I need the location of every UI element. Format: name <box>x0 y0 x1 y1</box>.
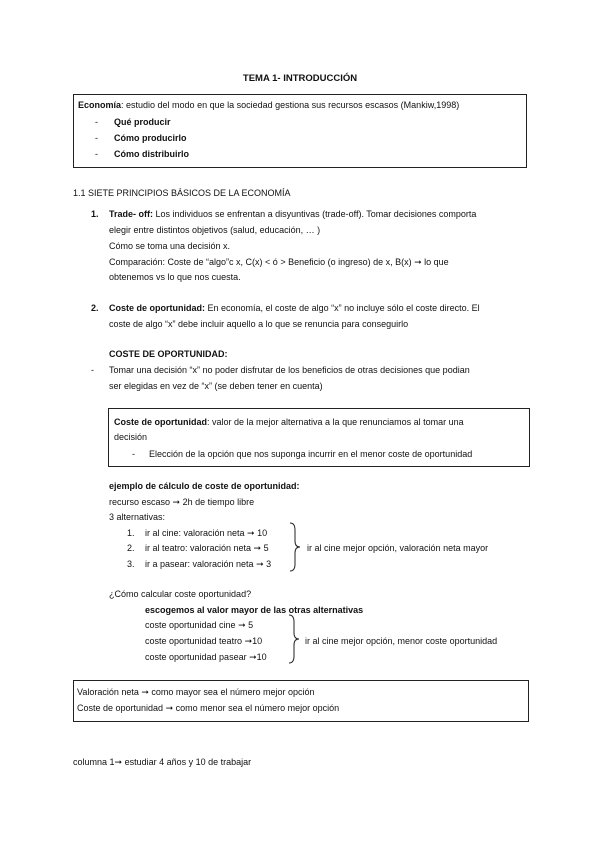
alternative-number: 3. <box>127 559 135 569</box>
cost-item: coste oportunidad pasear ➞10 <box>145 652 267 662</box>
alternative-item: ir al teatro: valoración neta ➞ 5 <box>145 543 269 553</box>
list-bullet: - <box>95 117 98 127</box>
coste-line2: coste de algo “x” debe incluir aquello a lo que se renuncia para conseguirlo <box>109 319 409 329</box>
cost-item: coste oportunidad cine ➞ 5 <box>145 620 254 630</box>
footer-note: columna 1➞ estudiar 4 años y 10 de trabajar <box>73 757 252 767</box>
coste-box-line1 <box>114 417 464 428</box>
cost-item: coste oportunidad teatro ➞10 <box>145 636 263 646</box>
summary-line2: Coste de oportunidad ➞ como menor sea el número mejor opción <box>77 703 340 713</box>
decision-line1: Tomar una decisión “x” no poder disfrutar de los beneficios de otras decisiones que podian <box>109 365 470 375</box>
list-bullet: - <box>95 133 98 143</box>
coste-text: En economía, el coste de algo “x” no incluye sólo el coste directo. El <box>207 303 480 313</box>
trade-off-line1 <box>109 209 476 220</box>
trade-off-line5: obtenemos vs lo que nos cuesta. <box>109 272 241 282</box>
list-bullet: - <box>132 449 135 459</box>
coste-box-term: Coste de oportunidad <box>114 417 207 427</box>
trade-off-term: Trade- off: <box>109 209 153 219</box>
costs-conclusion: ir al cine mejor opción, menor coste oportunidad <box>305 636 498 646</box>
cost-question: ¿Cómo calcular coste oportunidad? <box>109 589 252 599</box>
list-item: Qué producir <box>114 117 171 127</box>
page-title: TEMA 1- INTRODUCCIÓN <box>242 73 358 84</box>
economia-term: Economía <box>78 100 122 110</box>
list-item: Cómo distribuirlo <box>114 149 189 159</box>
coste-term: Coste de oportunidad: <box>109 303 205 313</box>
coste-box-line2: decisión <box>114 432 148 442</box>
coste-heading: COSTE DE OPORTUNIDAD: <box>109 349 228 359</box>
alternative-item: ir al cine: valoración neta ➞ 10 <box>145 528 268 538</box>
list-bullet: - <box>91 365 94 375</box>
economia-text: : estudio del modo en que la sociedad gestiona sus recursos escasos (Mankiw,1998) <box>121 100 460 110</box>
list-item: Cómo producirlo <box>114 133 187 143</box>
economia-definition <box>78 100 459 111</box>
trade-off-line3: Cómo se toma una decisión x. <box>109 241 231 251</box>
example-line1: recurso escaso ➞ 2h de tiempo libre <box>109 497 255 507</box>
list-bullet: - <box>95 149 98 159</box>
coste-box-text: : valor de la mejor alternativa a la que renunciamos al tomar una <box>207 417 464 427</box>
decision-line2: ser elegidas en vez de “x” (se deben tener en cuenta) <box>109 381 323 391</box>
point-number: 2. <box>91 303 99 313</box>
coste-line1 <box>109 303 480 314</box>
alternatives-conclusion: ir al cine mejor opción, valoración neta mayor <box>307 543 489 553</box>
alternative-number: 2. <box>127 543 135 553</box>
example-line2: 3 alternativas: <box>109 512 166 522</box>
cost-rule: escogemos al valor mayor de las otras alternativas <box>145 605 364 615</box>
alternative-item: ir a pasear: valoración neta ➞ 3 <box>145 559 272 569</box>
coste-box-item: Elección de la opción que nos suponga incurrir en el menor coste de oportunidad <box>149 449 473 459</box>
summary-line1: Valoración neta ➞ como mayor sea el número mejor opción <box>77 687 315 697</box>
alternative-number: 1. <box>127 528 135 538</box>
trade-off-line2: elegir entre distintos objetivos (salud, educación, … ) <box>109 225 321 235</box>
alternatives-brace <box>288 522 302 572</box>
costs-brace <box>287 614 301 664</box>
trade-off-text: Los individuos se enfrentan a disyuntivas (trade-off). Tomar decisiones comporta <box>155 209 477 219</box>
example-heading: ejemplo de cálculo de coste de oportunidad: <box>109 481 300 491</box>
trade-off-line4: Comparación: Coste de “algo”c x, C(x) < ó > Beneficio (o ingreso) de x, B(x) ➞ lo que <box>109 257 449 267</box>
point-number: 1. <box>91 209 99 219</box>
section-heading: 1.1 SIETE PRINCIPIOS BÁSICOS DE LA ECONOMÍA <box>73 188 291 198</box>
